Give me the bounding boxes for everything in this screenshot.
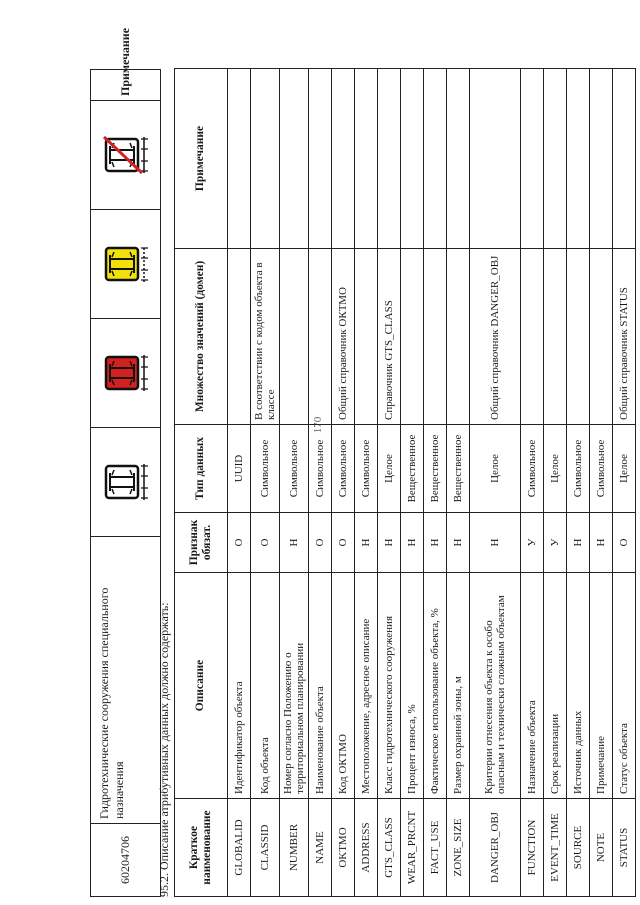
table-row: [590, 69, 613, 897]
cell-short-name: NUMBER: [280, 799, 309, 897]
cell-domain: [424, 249, 447, 425]
table-row: [251, 69, 280, 897]
header-note-heading: Примечание: [91, 70, 161, 101]
cell-domain: [228, 249, 251, 425]
cell-data-type: Целое: [544, 425, 567, 513]
section-title: 95.2. Описание атрибутивных данных должно содержать:: [157, 602, 171, 897]
class-header-table: [90, 27, 161, 897]
cell-short-name: SOURCE: [567, 799, 590, 897]
cell-domain: [447, 249, 470, 425]
cell-required: Н: [401, 513, 424, 573]
cell-domain: [544, 249, 567, 425]
cell-short-name: STATUS: [613, 799, 636, 897]
cell-data-type: Целое: [378, 425, 401, 513]
cell-note: [613, 69, 636, 249]
gts-symbol-crossed-icon: [91, 101, 161, 210]
cell-short-name: ZONE_SIZE: [447, 799, 470, 897]
cell-data-type: Вещественное: [401, 425, 424, 513]
cell-note: [309, 69, 332, 249]
table-row: [309, 69, 332, 897]
table-header-row: [175, 69, 228, 897]
cell-note: [401, 69, 424, 249]
cell-data-type: Вещественное: [447, 425, 470, 513]
cell-short-name: EVENT_TIME: [544, 799, 567, 897]
gts-symbol-red-icon: [91, 319, 161, 428]
cell-description: Статус объекта: [613, 573, 636, 799]
cell-short-name: NOTE: [590, 799, 613, 897]
cell-domain: [309, 249, 332, 425]
cell-note: [280, 69, 309, 249]
cell-required: Н: [424, 513, 447, 573]
cell-description: Класс гидротехнического сооружения: [378, 573, 401, 799]
class-code: 60204706: [91, 824, 161, 897]
table-row: [567, 69, 590, 897]
cell-data-type: Символьное: [521, 425, 544, 513]
table-row: [280, 69, 309, 897]
cell-domain: [280, 249, 309, 425]
table-row: [521, 69, 544, 897]
cell-short-name: GLOBALID: [228, 799, 251, 897]
cell-required: О: [251, 513, 280, 573]
cell-required: Н: [590, 513, 613, 573]
column-header: Описание: [175, 573, 228, 799]
cell-note: [378, 69, 401, 249]
cell-note: [567, 69, 590, 249]
column-header: Краткое наименование: [175, 799, 228, 897]
cell-short-name: CLASSID: [251, 799, 280, 897]
cell-description: Назначение объекта: [521, 573, 544, 799]
cell-description: Идентификатор объекта: [228, 573, 251, 799]
column-header: Примечание: [175, 69, 228, 249]
cell-description: Наименование объекта: [309, 573, 332, 799]
cell-domain: Общий справочник STATUS: [613, 249, 636, 425]
cell-data-type: Вещественное: [424, 425, 447, 513]
cell-short-name: WEAR_PRCNT: [401, 799, 424, 897]
cell-short-name: OKTMO: [332, 799, 355, 897]
cell-note: [544, 69, 567, 249]
cell-short-name: DANGER_OBJ: [470, 799, 521, 897]
cell-domain: [590, 249, 613, 425]
cell-required: Н: [378, 513, 401, 573]
cell-description: Процент износа, %: [401, 573, 424, 799]
column-header: Признак обязат.: [175, 513, 228, 573]
cell-required: О: [309, 513, 332, 573]
cell-short-name: FUNCTION: [521, 799, 544, 897]
cell-short-name: GTS_CLASS: [378, 799, 401, 897]
cell-description: Местоположение, адресное описание: [355, 573, 378, 799]
cell-required: У: [544, 513, 567, 573]
class-title: Гидротехнические сооружения специального назначения: [91, 537, 161, 824]
cell-short-name: FACT_USE: [424, 799, 447, 897]
column-header: Множество значений (домен): [175, 249, 228, 425]
cell-data-type: Символьное: [251, 425, 280, 513]
cell-data-type: Целое: [470, 425, 521, 513]
gts-symbol-plain-icon: [91, 428, 161, 537]
cell-description: Код объекта: [251, 573, 280, 799]
cell-note: [470, 69, 521, 249]
cell-description: Фактическое использование объекта, %: [424, 573, 447, 799]
cell-data-type: Символьное: [567, 425, 590, 513]
cell-required: Н: [447, 513, 470, 573]
cell-data-type: Целое: [613, 425, 636, 513]
cell-description: Источник данных: [567, 573, 590, 799]
cell-description: Критерии отнесения объекта к особо опасным и технически сложным объектам: [470, 573, 521, 799]
cell-short-name: ADDRESS: [355, 799, 378, 897]
cell-description: Код ОКТМО: [332, 573, 355, 799]
page-number: 170: [312, 416, 324, 434]
cell-data-type: Символьное: [309, 425, 332, 513]
cell-description: Номер согласно Положению о территориальном планировании: [280, 573, 309, 799]
table-row: [355, 69, 378, 897]
cell-note: [447, 69, 470, 249]
cell-required: Н: [280, 513, 309, 573]
cell-domain: [355, 249, 378, 425]
cell-domain: Общий справочник DANGER_OBJ: [470, 249, 521, 425]
cell-data-type: Символьное: [590, 425, 613, 513]
cell-description: Срок реализации: [544, 573, 567, 799]
cell-required: Н: [355, 513, 378, 573]
cell-domain: [401, 249, 424, 425]
cell-data-type: Символьное: [280, 425, 309, 513]
column-header: Тип данных: [175, 425, 228, 513]
cell-note: [228, 69, 251, 249]
table-row: [424, 69, 447, 897]
table-row: [544, 69, 567, 897]
cell-note: [424, 69, 447, 249]
table-row: [470, 69, 521, 897]
cell-short-name: NAME: [309, 799, 332, 897]
cell-note: [355, 69, 378, 249]
cell-required: О: [332, 513, 355, 573]
cell-description: Размер охранной зоны, м: [447, 573, 470, 799]
cell-description: Примечание: [590, 573, 613, 799]
attributes-table: [174, 68, 636, 897]
cell-domain: [567, 249, 590, 425]
cell-note: [590, 69, 613, 249]
cell-required: О: [228, 513, 251, 573]
cell-domain: Общий справочник ОКТМО: [332, 249, 355, 425]
table-row: [613, 69, 636, 897]
cell-data-type: Символьное: [332, 425, 355, 513]
cell-data-type: UUID: [228, 425, 251, 513]
cell-note: [251, 69, 280, 249]
table-row: [228, 69, 251, 897]
table-row: [447, 69, 470, 897]
cell-required: Н: [470, 513, 521, 573]
table-row: [332, 69, 355, 897]
gts-symbol-yellow-icon: [91, 210, 161, 319]
table-row: [378, 69, 401, 897]
cell-required: О: [613, 513, 636, 573]
cell-required: Н: [567, 513, 590, 573]
cell-domain: В соответствии с кодом объекта в классе: [251, 249, 280, 425]
cell-note: [521, 69, 544, 249]
cell-domain: Справочник GTS_CLASS: [378, 249, 401, 425]
cell-required: У: [521, 513, 544, 573]
cell-note: [332, 69, 355, 249]
cell-data-type: Символьное: [355, 425, 378, 513]
table-row: [401, 69, 424, 897]
cell-domain: [521, 249, 544, 425]
